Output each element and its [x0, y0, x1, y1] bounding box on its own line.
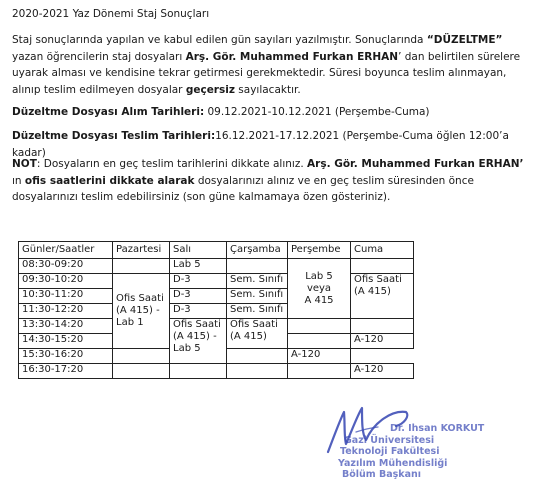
time-cell: 09:30-10:20: [19, 274, 113, 289]
pickup-dates-value: 09.12.2021-10.12.2021 (Perşembe-Cuma): [204, 106, 430, 118]
friday-empty-cell: [351, 259, 414, 274]
header-tuesday: Salı: [170, 242, 227, 259]
note-label: NOT: [12, 158, 37, 170]
thursday-block-line: Lab 5: [305, 270, 333, 282]
note-text: : Dosyaların en geç teslim tarihlerini dikkate alınız.: [36, 158, 308, 170]
thursday-block-line: veya: [306, 282, 332, 294]
intro-emphasis-duzeltme: “DÜZELTME”: [426, 34, 503, 46]
header-monday: Pazartesi: [113, 242, 170, 259]
wednesday-empty-cell: [227, 364, 288, 379]
monday-block-line: Ofis Saati: [116, 293, 164, 304]
tuesday-office-block: [170, 319, 227, 364]
header-wednesday: Çarşamba: [227, 242, 288, 259]
intro-person-name: Arş. Gör. Muhammed Furkan ERHAN: [185, 50, 399, 63]
monday-block-line: (A 415) -: [116, 305, 160, 316]
tuesday-block-line: Ofis Saati: [173, 319, 221, 330]
tuesday-cell: D-3: [170, 289, 227, 304]
delivery-dates-label: Düzeltme Dosyası Teslim Tarihleri:: [12, 130, 216, 142]
wednesday-block-line: Ofis Saati: [230, 319, 278, 330]
friday-office-block: [351, 274, 414, 319]
intro-text: yazan öğrencilerin staj dosyaları: [12, 50, 186, 63]
delivery-dates-value: 16.12.2021-17.12.2021 (Perşembe-Cuma öğlen 12:00’a kadar): [12, 130, 509, 159]
tuesday-cell: D-3: [170, 304, 227, 319]
office-hours-table: [18, 241, 414, 379]
wednesday-cell: Sem. Sınıfı: [227, 274, 288, 289]
table-row: [19, 259, 414, 274]
tuesday-cell: D-3: [170, 274, 227, 289]
table-row: [19, 364, 414, 379]
thursday-empty-cell: [227, 349, 288, 364]
header-days-hours: Günler/Saatler: [19, 242, 113, 259]
note-person-name: Arş. Gör. Muhammed Furkan ERHAN’: [307, 158, 524, 170]
wednesday-cell: Sem. Sınıfı: [227, 289, 288, 304]
stamp-line: Bölüm Başkanı: [342, 469, 422, 480]
note-paragraph: [12, 156, 528, 206]
table-row: [19, 274, 414, 289]
header-friday: Cuma: [351, 242, 414, 259]
thursday-empty-cell: [288, 334, 351, 349]
wednesday-office-block: [227, 319, 288, 349]
stamp-line: Yazılım Mühendisliği: [338, 457, 448, 469]
time-cell: 08:30-09:20: [19, 259, 113, 274]
friday-cell: A-120: [288, 349, 351, 364]
friday-block-line: (A 415): [354, 286, 391, 297]
tuesday-block-line: (A 415) -: [173, 331, 217, 342]
wednesday-empty-cell: [227, 259, 288, 274]
intro-emphasis-gecersiz: geçersiz: [185, 83, 235, 96]
thursday-block-line: A 415: [304, 294, 334, 306]
header-thursday: Perşembe: [288, 242, 351, 259]
time-cell: 13:30-14:20: [19, 319, 113, 334]
time-cell: 10:30-11:20: [19, 289, 113, 304]
intro-text: ’ dan belirtilen sürelere uyarak alması ve kendisine tekrar getirmesi gerekmektedir. Süresi boyunca teslim alınmayan, alınıp teslim edilmeyen dosyalar: [12, 50, 521, 96]
stamp-line: Dr. İhsan KORKUT: [390, 423, 485, 434]
thursday-office-block: [288, 259, 351, 319]
official-stamp: [338, 423, 538, 481]
document-title: 2020-2021 Yaz Dönemi Staj Sonuçları: [12, 8, 210, 20]
thursday-empty-cell: [288, 319, 351, 334]
time-cell: 15:30-16:20: [19, 349, 113, 364]
monday-empty-cell: [113, 259, 170, 274]
time-cell: 14:30-15:20: [19, 334, 113, 349]
wednesday-cell: Sem. Sınıfı: [227, 304, 288, 319]
table-header-row: [19, 242, 414, 259]
note-text: dosyalarınızı alınız ve en geç teslim süresinden önce dosyalarınızı teslim edebilirsiniz (son güne kalmamaya özen gösteriniz).: [12, 174, 474, 203]
pickup-dates: [12, 104, 528, 121]
intro-text: Staj sonuçlarında yapılan ve kabul edilen gün sayıları yazılmıştır. Sonuçlarında: [12, 34, 427, 46]
monday-office-block: [113, 274, 170, 349]
intro-paragraph: [12, 32, 528, 98]
stamp-line: Teknoloji Fakültesi: [340, 446, 440, 457]
monday-empty-cell: [113, 364, 170, 379]
stamp-line: Gazi Üniversitesi: [344, 434, 435, 446]
friday-cell: A-120: [351, 364, 414, 379]
pickup-dates-label: Düzeltme Dosyası Alım Tarihleri:: [12, 106, 205, 118]
wednesday-block-line: (A 415): [230, 331, 267, 342]
time-cell: 11:30-12:20: [19, 304, 113, 319]
tuesday-empty-cell: [170, 364, 227, 379]
thursday-empty-cell: [288, 364, 351, 379]
wednesday-empty-cell: [113, 349, 170, 364]
tuesday-block-line: Lab 5: [173, 343, 201, 354]
intro-text: sayılacaktır.: [234, 83, 301, 96]
note-emphasis: ofis saatlerini dikkate alarak: [24, 174, 195, 187]
note-text: ın: [12, 174, 25, 187]
table-row: [19, 319, 414, 334]
friday-block-line: Ofis Saati: [354, 274, 402, 285]
monday-block-line: Lab 1: [116, 317, 144, 328]
friday-empty-cell: [351, 319, 414, 334]
time-cell: 16:30-17:20: [19, 364, 113, 379]
tuesday-cell: Lab 5: [170, 259, 227, 274]
friday-cell: A-120: [351, 334, 414, 349]
